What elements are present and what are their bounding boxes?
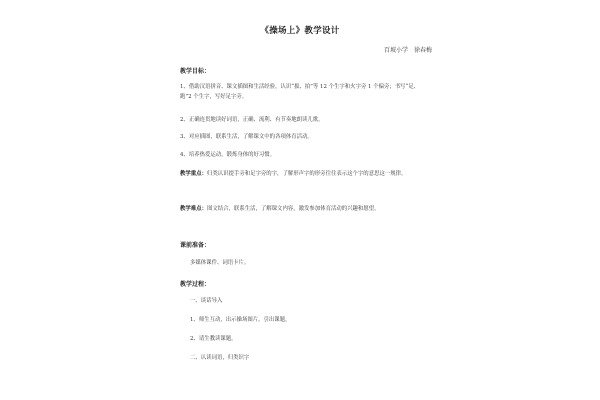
key-points-paragraph [180, 170, 428, 180]
objective-item-4: 4、培养热爱运动，锻炼身体的好习惯。 [180, 152, 276, 158]
author-line: 百坡小学 徐春梅 [383, 47, 432, 54]
key-points-text: 归类认识提手旁和足字旁的字，了解形声字的形旁往往表示这个字的意思这一规律。 [206, 171, 407, 177]
difficulties-label: 教学难点： [180, 206, 207, 212]
preparation-text: 多媒体课件、词语卡片。 [190, 260, 250, 266]
objective-item-3: 3、对应插图，联系生活，了解课文中的各项体育活动。 [180, 134, 313, 140]
difficulties-paragraph [180, 205, 428, 215]
key-points-label: 教学重点： [180, 171, 207, 177]
difficulties-text: 图文结合，联系生活，了解课文内容，激发参加体育活动的兴趣和愿望。 [206, 206, 380, 212]
process-item-1: 一、谈话导入 [190, 298, 223, 304]
process-item-2: 1、师生互动，出示操场图片，引出课题。 [190, 317, 291, 323]
document-title: 《操场上》教学设计 [260, 26, 340, 36]
objectives-heading: 教学目标： [180, 68, 211, 75]
objective-item-2: 2、正确连贯地读好词语，正确、流利、有节奏地朗读儿歌。 [180, 117, 324, 123]
objective-item-1: 1、借助汉语拼音、课文插图和生活经验，认识“拔、拍”等 12 个生字和火字旁 1 个偏旁；书写“足、跑”2 个生字，写好足字旁。 [180, 84, 420, 100]
process-item-3: 2、请生教读课题。 [190, 336, 237, 342]
preparation-heading: 课前准备： [180, 242, 211, 249]
process-heading: 教学过程： [180, 281, 211, 288]
process-item-4: 二、认读词语，归类识字 [190, 355, 250, 361]
